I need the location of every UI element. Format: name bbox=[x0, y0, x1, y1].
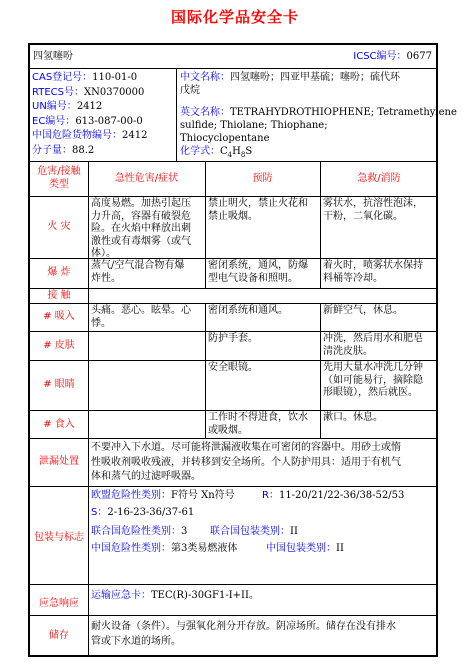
fire-label: 火 灾 bbox=[47, 221, 71, 232]
icsc-value: 0677 bbox=[406, 51, 432, 62]
storage-label: 储存 bbox=[49, 630, 69, 641]
divider bbox=[30, 360, 436, 361]
chemical-name: 四氢噻吩 bbox=[33, 51, 73, 62]
rtecs-value: XN0370000 bbox=[83, 87, 145, 98]
inhalation-label: # 吸入 bbox=[43, 311, 75, 322]
cn-class-value: 第3类易燃液体 bbox=[171, 543, 238, 554]
chemical-formula bbox=[180, 146, 252, 162]
text-line: 高度易燃。加热引起压 bbox=[91, 198, 191, 209]
s-phrases bbox=[91, 507, 194, 520]
ingestion-firstaid: 漱口。休息。 bbox=[323, 412, 383, 423]
ec-label: EC编号： bbox=[32, 116, 76, 127]
formula-h: H bbox=[232, 146, 241, 157]
divider bbox=[30, 331, 436, 332]
r-phrases bbox=[262, 490, 404, 503]
text-line: 型电气设备和照明。 bbox=[208, 272, 298, 284]
cn-name-value: 四氢噻吩；四亚甲基硫；噻吩；硫代环 bbox=[230, 72, 400, 83]
fire-acute bbox=[91, 198, 191, 261]
cas-number bbox=[32, 72, 137, 85]
inhalation-firstaid: 新鲜空气，休息。 bbox=[323, 305, 403, 316]
packaging-label: 包装与标志 bbox=[34, 532, 84, 543]
text-line: 体）。 bbox=[91, 248, 116, 259]
english-name-cont: Thiocyclopentane bbox=[180, 133, 270, 144]
cn-classification bbox=[91, 543, 237, 556]
divider bbox=[30, 584, 436, 585]
un-value: 2412 bbox=[76, 101, 103, 112]
explosion-prevention bbox=[208, 260, 308, 285]
un-class-label: 联合国危险性类别： bbox=[91, 526, 181, 537]
divider bbox=[30, 303, 436, 304]
rtecs-label: RTECS号： bbox=[32, 87, 84, 98]
cas-label: CAS登记号： bbox=[32, 72, 93, 83]
text-line: 先用大量水冲洗几分钟 bbox=[323, 362, 423, 373]
mw-label: 分子量： bbox=[32, 145, 72, 156]
icsc-number bbox=[353, 51, 432, 64]
spill-label: 泄漏处置 bbox=[39, 456, 79, 467]
eu-value: F符号 Xn符号 bbox=[171, 490, 235, 501]
inhalation-prevention: 密闭系统和通风。 bbox=[208, 305, 288, 316]
s-value: 2-16-23-36/37-61 bbox=[107, 507, 195, 518]
text-line: 不要冲入下水道。尽可能将泄漏液收集在可密闭的容器中。用砂土或惰 bbox=[91, 442, 401, 453]
skin-label: # 皮肤 bbox=[43, 340, 75, 351]
text-line: 激性或有毒烟雾（或气 bbox=[91, 235, 191, 247]
divider bbox=[205, 303, 206, 438]
formula-label: 化学式： bbox=[180, 146, 220, 157]
col-acute-header: 急性危害/症状 bbox=[114, 173, 179, 184]
text-line: 密闭系统，通风，防爆 bbox=[208, 260, 308, 271]
text-line: 冲洗，然后用水和肥皂 bbox=[323, 333, 423, 344]
icsc-label: ICSC编号： bbox=[353, 51, 407, 62]
fire-prevention bbox=[208, 198, 308, 223]
formula-c-sub: 4 bbox=[227, 151, 233, 159]
safety-card bbox=[28, 43, 457, 657]
formula-c: C bbox=[220, 146, 228, 157]
emergency-card-value: TEC(R)-30GF1-I+II。 bbox=[151, 590, 259, 601]
chinese-name-cont: 戊烷 bbox=[180, 85, 200, 96]
molecular-weight bbox=[32, 145, 94, 158]
r-label: R： bbox=[262, 490, 279, 501]
ingestion-label: # 食入 bbox=[43, 419, 75, 430]
rtecs-number bbox=[32, 87, 144, 100]
divider bbox=[88, 161, 89, 486]
ec-value: 613-087-00-0 bbox=[75, 116, 143, 127]
divider bbox=[176, 68, 177, 161]
skin-firstaid bbox=[323, 333, 423, 358]
emergency-label: 应急响应 bbox=[39, 598, 79, 609]
transport-emergency-card bbox=[91, 590, 259, 603]
explosion-acute bbox=[91, 260, 184, 285]
text-line: （如可能易行，摘除隐 bbox=[323, 374, 423, 386]
divider bbox=[30, 196, 436, 197]
en-name-label: 英文名称： bbox=[180, 107, 230, 118]
un-number bbox=[32, 101, 102, 114]
text-line: 或吸烟。 bbox=[208, 424, 248, 436]
divider bbox=[320, 303, 321, 438]
emergency-card-label: 运输应急卡： bbox=[91, 590, 151, 601]
explosion-firstaid bbox=[323, 260, 423, 285]
eu-classification bbox=[91, 490, 235, 503]
divider bbox=[88, 486, 89, 657]
text-line: 干粉，二氧化碳。 bbox=[323, 210, 403, 222]
col-type-line1: 危害/接触 bbox=[37, 166, 81, 177]
text-line: 料桶等冷却。 bbox=[323, 272, 383, 284]
spill-text bbox=[91, 441, 401, 485]
r-value: 11-20/21/22-36/38-52/53 bbox=[278, 490, 405, 501]
un-pack-label: 联合国包装类别： bbox=[210, 526, 290, 537]
english-name-cont: sulfide; Thiolane; Thiophane; bbox=[180, 120, 328, 131]
cn-pack-label: 中国包装类别： bbox=[266, 543, 336, 554]
cn-name-label: 中文名称： bbox=[180, 72, 230, 83]
divider bbox=[30, 438, 436, 439]
mw-value: 88.2 bbox=[72, 145, 95, 156]
english-name bbox=[180, 107, 457, 120]
divider bbox=[30, 410, 436, 411]
text-line: 禁止明火，禁止火花和 bbox=[208, 198, 308, 209]
s-label: S： bbox=[91, 507, 108, 518]
eu-label: 欧盟危险性类别： bbox=[91, 490, 171, 501]
col-prevention-header: 预防 bbox=[252, 173, 273, 184]
divider bbox=[30, 288, 436, 289]
text-line: 雾状水，抗溶性泡沫， bbox=[323, 198, 423, 209]
text-line: 管或下水道的场所。 bbox=[91, 636, 181, 647]
text-line: 力升高，容器有破裂危 bbox=[91, 210, 191, 222]
divider bbox=[30, 615, 436, 616]
skin-prevention: 防护手套。 bbox=[208, 333, 258, 344]
card-title: 国际化学品安全卡 bbox=[170, 8, 299, 26]
formula-h-sub: 8 bbox=[240, 151, 246, 159]
divider bbox=[30, 68, 436, 69]
text-line: 耐火设备（条件）。与强氧化剂分开存放。阴凉场所。储存在没有排水 bbox=[91, 621, 396, 632]
text-line: 险。在火焰中释放出刺 bbox=[91, 223, 191, 234]
eyes-label: # 眼睛 bbox=[43, 379, 75, 390]
text-line: 炸性。 bbox=[91, 272, 121, 284]
text-line: 禁止吸烟。 bbox=[208, 210, 258, 222]
col-type-header bbox=[30, 166, 88, 191]
cn-dangerous-goods-number bbox=[32, 130, 147, 143]
cn-packing-group bbox=[266, 543, 344, 556]
un-classification bbox=[91, 526, 187, 539]
text-line: 体和蒸气的过滤呼吸器。 bbox=[91, 471, 201, 482]
formula-s: S bbox=[245, 146, 253, 157]
inhalation-acute bbox=[91, 305, 191, 330]
un-packing-group bbox=[210, 526, 298, 539]
text-line: 工作时不得进食，饮水 bbox=[208, 412, 308, 423]
ingestion-prevention bbox=[208, 412, 308, 437]
cn-class-label: 中国危险性类别： bbox=[91, 543, 171, 554]
explosion-label: 爆 炸 bbox=[47, 267, 71, 278]
text-line: 形眼镜），然后就医。 bbox=[323, 387, 418, 398]
col-type-line2: 类型 bbox=[49, 178, 69, 190]
eyes-prevention: 安全眼镜。 bbox=[208, 362, 258, 373]
col-firstaid-header: 急救/消防 bbox=[357, 173, 401, 184]
storage-text bbox=[91, 619, 396, 649]
un-class-value: 3 bbox=[181, 526, 188, 537]
contact-label: 接 触 bbox=[47, 290, 71, 301]
text-line: 悸。 bbox=[91, 317, 111, 329]
text-line: 清洗皮肤。 bbox=[323, 345, 373, 357]
divider bbox=[30, 486, 436, 487]
eyes-firstaid bbox=[323, 362, 423, 400]
cn-pack-value: II bbox=[336, 543, 344, 554]
text-line: 蒸气/空气混合物有爆 bbox=[91, 260, 185, 271]
un-label: UN编号： bbox=[32, 101, 77, 112]
text-line: 性吸收剂吸收残液，并转移到安全场所。个人防护用具：适用于有机气 bbox=[91, 456, 401, 468]
chinese-name bbox=[180, 72, 400, 85]
fire-firstaid bbox=[323, 198, 423, 223]
text-line: 着火时，喷雾状水保持 bbox=[323, 260, 423, 271]
text-line: 头痛。恶心。眩晕。心 bbox=[91, 305, 191, 316]
cas-value: 110-01-0 bbox=[92, 72, 138, 83]
cn-dg-value: 2412 bbox=[122, 130, 148, 141]
en-name-value: TETRAHYDROTHIOPHENE; Tetramethylene bbox=[230, 107, 457, 118]
cn-dg-label: 中国危险货物编号： bbox=[32, 130, 122, 141]
ec-number bbox=[32, 116, 143, 129]
un-pack-value: II bbox=[290, 526, 298, 537]
